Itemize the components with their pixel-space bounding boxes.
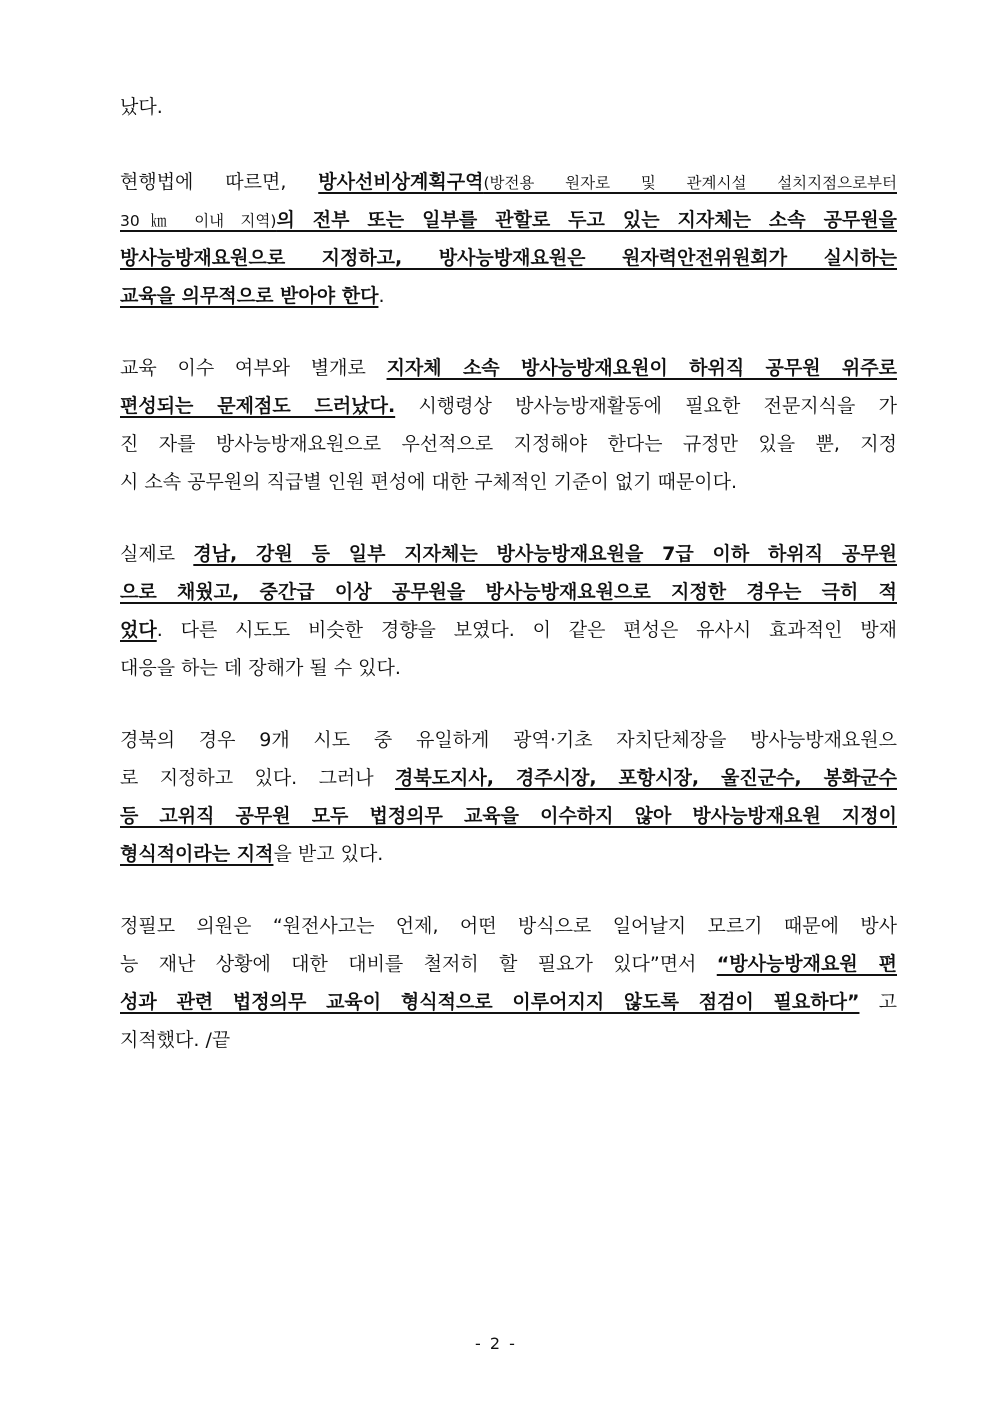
- p3-emphasis: 으로 채웠고, 중간급 이상 공무원을 방사능방재요원으로 지정한 경우는 극히 적: [120, 581, 897, 603]
- p2-text: 시 소속 공무원의 직급별 인원 편성에 대한 구체적인 기준이 없기 때문이다.: [120, 471, 738, 493]
- p4-text: 을 받고 있다.: [273, 843, 384, 865]
- p5-line-4: [120, 1021, 897, 1059]
- p5-line-1: [120, 907, 897, 945]
- p1-text: 현행법에 따르면,: [120, 171, 319, 193]
- p3-emphasis: 경남, 강원 등 일부 지자체는 방사능방재요원을 7급 이하 하위직 공무원: [193, 543, 897, 565]
- p1-zone-note-end: 30㎞ 이내 지역): [120, 212, 277, 230]
- p5-emphasis: “방사능방재요원 편: [716, 953, 897, 975]
- p4-line-4: [120, 835, 897, 873]
- p4-line-3: [120, 797, 897, 835]
- p2-text: 진 자를 방사능방재요원으로 우선적으로 지정해야 한다는 규정만 있을 뿐, 지정: [120, 433, 897, 455]
- p5-text: 고: [859, 991, 897, 1013]
- p1-text: .: [378, 285, 385, 307]
- p2-emphasis: 지자체 소속 방사능방재요원이 하위직 공무원 위주로: [386, 357, 897, 379]
- p1-emphasis: 방사능방재요원으로 지정하고, 방사능방재요원은 원자력안전위원회가 실시하는: [120, 247, 897, 269]
- p3-text: . 다른 시도도 비슷한 경향을 보였다. 이 같은 편성은 유사시 효과적인 방재: [156, 619, 897, 641]
- p4-line-2: [120, 759, 897, 797]
- p2-line-2: [120, 387, 897, 425]
- p4-emphasis: 경북도지사, 경주시장, 포항시장, 울진군수, 봉화군수: [394, 767, 897, 789]
- p1-emphasis: 의 전부 또는 일부를 관할로 두고 있는 지자체는 소속 공무원을: [276, 209, 897, 231]
- p3-text: 대응을 하는 데 장해가 될 수 있다.: [120, 657, 401, 679]
- p3-line-2: [120, 573, 897, 611]
- p4-text: 경북의 경우 9개 시도 중 유일하게 광역·기초 자치단체장을 방사능방재요원으: [120, 729, 897, 751]
- p1-line-2: [120, 201, 897, 240]
- p2-line-1: [120, 349, 897, 387]
- p3-line-1: [120, 535, 897, 573]
- p4-emphasis: 형식적이라는 지적: [120, 843, 274, 865]
- p1-line-4: [120, 277, 897, 315]
- p4-text: 로 지정하고 있다. 그러나: [120, 767, 395, 789]
- page-number: - 2 -: [475, 1334, 517, 1353]
- p3-line-4: [120, 649, 897, 687]
- p1-line-3: [120, 239, 897, 277]
- p3-emphasis: 었다: [120, 619, 157, 641]
- p2-text: 시행령상 방사능방재활동에 필요한 전문지식을 가: [395, 395, 897, 417]
- continuation-line: [120, 88, 897, 126]
- p3-text: 실제로: [120, 543, 194, 565]
- p1-emphasis: 교육을 의무적으로 받아야 한다: [120, 285, 379, 307]
- continuation-text: 났다.: [120, 96, 163, 118]
- p5-line-2: [120, 945, 897, 983]
- p4-emphasis: 등 고위직 공무원 모두 법정의무 교육을 이수하지 않아 방사능방재요원 지정이: [120, 805, 897, 827]
- p2-emphasis: 편성되는 문제점도 드러났다.: [120, 395, 396, 417]
- p5-emphasis: 성과 관련 법정의무 교육이 형식적으로 이루어지지 않도록 점검이 필요하다”: [120, 991, 860, 1013]
- p3-line-3: [120, 611, 897, 649]
- p2-line-3: [120, 425, 897, 463]
- p2-text: 교육 이수 여부와 별개로: [120, 357, 387, 379]
- p1-line-1: [120, 163, 897, 202]
- p1-zone-note: (방전용 원자로 및 관계시설 설치지점으로부터: [483, 174, 897, 192]
- p5-line-3: [120, 983, 897, 1021]
- p5-text: 정필모 의원은 “원전사고는 언제, 어떤 방식으로 일어날지 모르기 때문에 방사: [120, 915, 897, 937]
- p5-text: 능 재난 상황에 대한 대비를 철저히 할 필요가 있다”면서: [120, 953, 717, 975]
- p1-emphasis-zone: 방사선비상계획구역: [318, 171, 484, 193]
- p5-text: 지적했다. /끝: [120, 1029, 231, 1051]
- p2-line-4: [120, 463, 897, 501]
- p4-line-1: [120, 721, 897, 759]
